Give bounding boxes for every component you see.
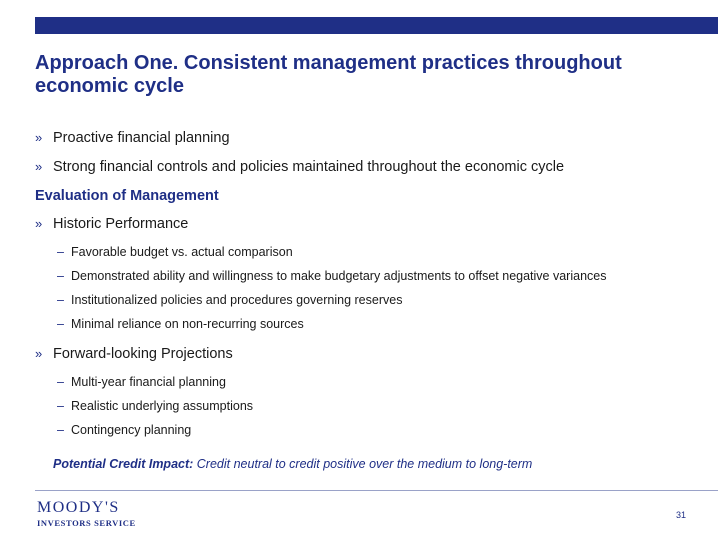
sub-bullet-marker: – [57, 317, 64, 331]
sub-bullet [35, 421, 705, 439]
sub-bullet [35, 373, 705, 391]
sub-bullet-marker: – [57, 399, 64, 413]
section-heading: Evaluation of Management [35, 188, 219, 204]
sub-bullet-marker: – [57, 293, 64, 307]
sub-bullet-text: Demonstrated ability and willingness to make budgetary adjustments to offset negative variances [71, 269, 607, 283]
header-bar [35, 17, 718, 34]
credit-impact-label: Potential Credit Impact: [53, 457, 194, 471]
sub-bullet-text: Favorable budget vs. actual comparison [71, 245, 293, 259]
sub-bullet [35, 243, 705, 261]
bullet-text: Proactive financial planning [53, 130, 230, 146]
credit-impact-text: Credit neutral to credit positive over the medium to long-term [193, 457, 533, 471]
bullet-marker: » [35, 346, 43, 361]
group-label: Historic Performance [53, 216, 189, 232]
sub-bullet-text: Multi-year financial planning [71, 375, 226, 389]
sub-bullet [35, 315, 705, 333]
sub-bullet-text: Institutionalized policies and procedures governing reserves [71, 293, 403, 307]
sub-bullet-marker: – [57, 269, 64, 283]
sub-bullet [35, 291, 705, 309]
sub-bullet-marker: – [57, 375, 64, 389]
slide-title: Approach One. Consistent management practices throughout economic cycle [35, 52, 622, 97]
logo-subtitle: INVESTORS SERVICE [37, 518, 136, 528]
group-heading [35, 344, 705, 364]
bullet-item [35, 128, 705, 148]
group-label: Forward-looking Projections [53, 346, 233, 362]
bullet-marker: » [35, 159, 43, 174]
sub-bullet [35, 397, 705, 415]
moodys-logo [37, 500, 136, 528]
bullet-marker: » [35, 130, 43, 145]
sub-bullet-marker: – [57, 245, 64, 259]
bullet-text: Strong financial controls and policies maintained throughout the economic cycle [53, 159, 565, 175]
bullet-marker: » [35, 216, 43, 231]
credit-impact-note [53, 457, 532, 471]
page-number: 31 [675, 510, 686, 520]
sub-bullet-marker: – [57, 423, 64, 437]
slide-content [35, 128, 705, 445]
sub-bullet-text: Contingency planning [71, 423, 192, 437]
bullet-item [35, 157, 705, 177]
footer-divider [35, 490, 718, 491]
logo-wordmark: MOODY'S [37, 499, 120, 516]
sub-bullet [35, 267, 705, 285]
sub-bullet-text: Minimal reliance on non-recurring sources [71, 317, 304, 331]
group-heading [35, 214, 705, 234]
sub-bullet-text: Realistic underlying assumptions [71, 399, 254, 413]
